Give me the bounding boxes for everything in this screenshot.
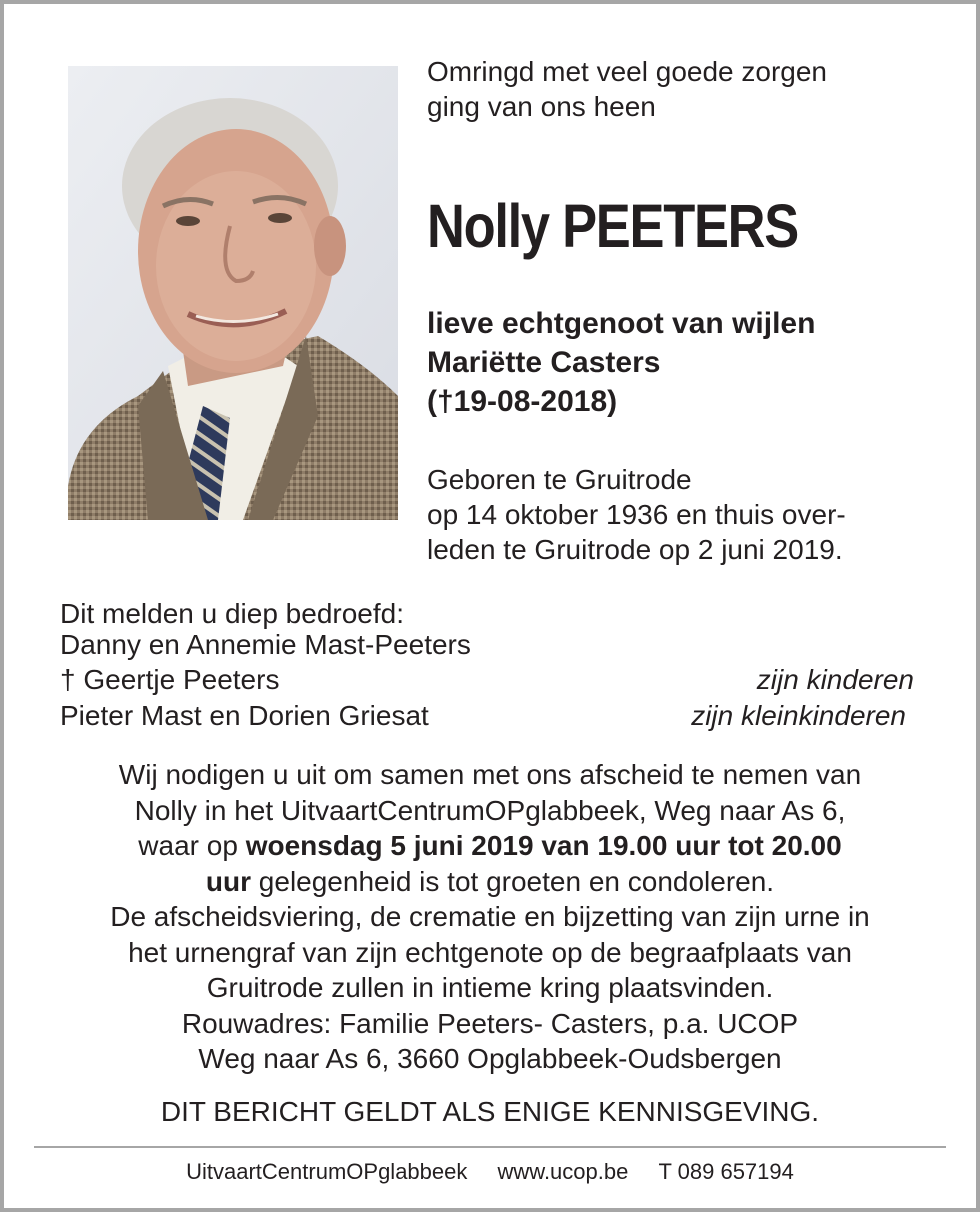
birth-death-info bbox=[427, 462, 846, 567]
intro-text bbox=[427, 54, 827, 124]
invitation-line-2: Nolly in het UitvaartCentrumOPglabbeek, Weg naar As 6, bbox=[134, 794, 846, 826]
spouse-line-2: Mariëtte Casters bbox=[427, 346, 661, 379]
footer-phone: T 089 657194 bbox=[658, 1159, 794, 1184]
invitation-line-7: Gruitrode zullen in intieme kring plaatsvinden. bbox=[206, 972, 774, 1003]
family-row-names: Danny en Annemie Mast-Peeters bbox=[60, 629, 471, 660]
invitation-line-5: De afscheidsviering, de crematie en bijzetting van zijn urne in bbox=[110, 901, 870, 932]
family-row bbox=[60, 662, 914, 698]
portrait-photo bbox=[68, 66, 398, 520]
birth-line-1: Geboren te Gruitrode bbox=[427, 464, 692, 495]
visitation-datetime: woensdag 5 juni 2019 van 19.00 uur tot 20.00 bbox=[245, 830, 842, 861]
footer bbox=[0, 1157, 980, 1187]
invitation-line-4 bbox=[30, 864, 950, 900]
family-heading-text: Dit melden u diep bedroefd: bbox=[60, 598, 404, 629]
intro-line-1: Omringd met veel goede zorgen bbox=[427, 56, 827, 87]
footer-company: UitvaartCentrumOPglabbeek bbox=[186, 1159, 468, 1184]
footer-divider bbox=[34, 1146, 946, 1148]
notice bbox=[30, 1094, 950, 1130]
spouse-line-1: lieve echtgenoot van wijlen bbox=[427, 307, 816, 340]
spouse-info bbox=[427, 304, 815, 421]
invitation-line-1: Wij nodigen u uit om samen met ons afscheid te nemen van bbox=[118, 759, 862, 790]
family-row-relation: zijn kleinkinderen bbox=[691, 700, 906, 731]
footer-website: www.ucop.be bbox=[497, 1159, 629, 1184]
notice-text: DIT BERICHT GELDT ALS ENIGE KENNISGEVING. bbox=[160, 1096, 820, 1127]
family-row bbox=[60, 698, 914, 734]
invitation-line-3 bbox=[30, 828, 950, 864]
family-row bbox=[60, 627, 914, 663]
invitation-line-6: het urnengraf van zijn echtgenote op de begraafplaats van bbox=[128, 936, 852, 968]
birth-line-3: leden te Gruitrode op 2 juni 2019. bbox=[427, 534, 843, 565]
invitation-text bbox=[30, 757, 950, 1077]
family-row-names: † Geertje Peeters bbox=[60, 664, 280, 695]
family-row-relation: zijn kinderen bbox=[756, 664, 914, 695]
invitation-line-4-post: gelegenheid is tot groeten en condoleren. bbox=[251, 865, 775, 897]
birth-line-2: op 14 oktober 1936 en thuis over- bbox=[427, 499, 846, 530]
deceased-name: Nolly PEETERS bbox=[427, 192, 798, 260]
visitation-datetime-end: uur bbox=[205, 865, 252, 897]
invitation-line-3-pre: waar op bbox=[138, 830, 246, 861]
intro-line-2: ging van ons heen bbox=[427, 91, 656, 122]
family-row-names: Pieter Mast en Dorien Griesat bbox=[60, 700, 429, 731]
mourning-address-line-1: Rouwadres: Familie Peeters- Casters, p.a. UCOP bbox=[181, 1007, 799, 1039]
mourning-address-line-2: Weg naar As 6, 3660 Opglabbeek-Oudsbergen bbox=[198, 1043, 782, 1074]
spouse-line-3: (†19-08-2018) bbox=[427, 385, 618, 418]
